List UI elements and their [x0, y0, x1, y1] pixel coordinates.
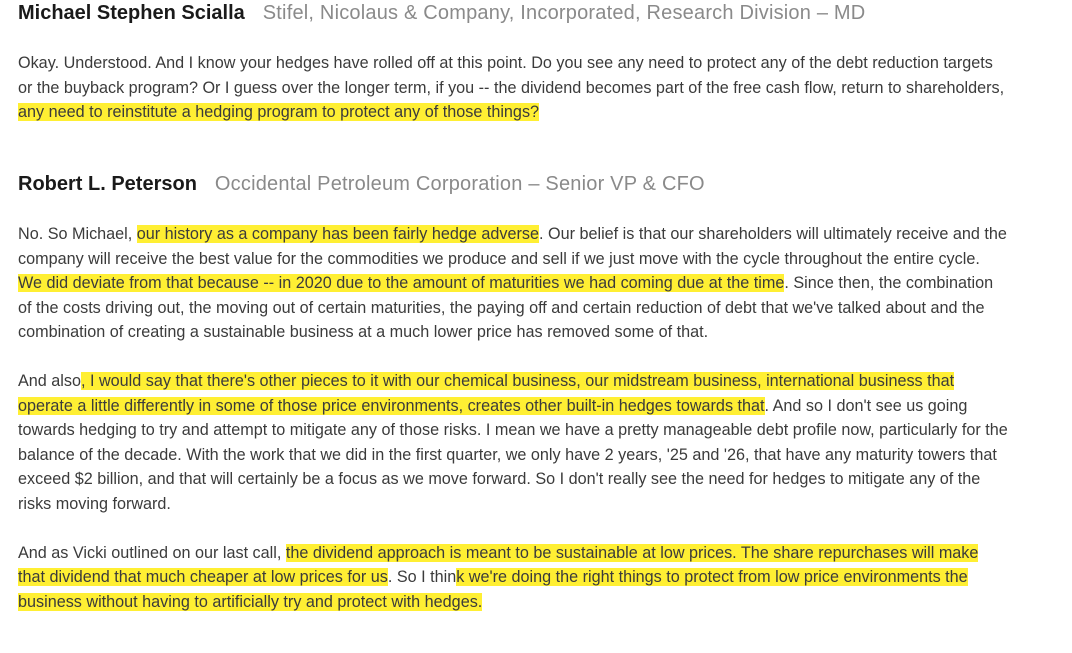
- text-segment: . Since then, the combination of the costs driving out, the moving out of certain maturities, the paying off and certain reduction of debt that we've talked about and the combination of creating a sustainable business at a much lower price has removed some of that.: [18, 274, 994, 341]
- highlighted-text: any need to reinstitute a hedging program to protect any of those things?: [18, 103, 540, 121]
- text-segment: No. So Michael,: [18, 225, 137, 243]
- text-segment: And as Vicki outlined on our last call,: [18, 543, 286, 562]
- paragraph: [18, 369, 1008, 516]
- speaker-block-peterson: [18, 173, 1008, 614]
- speaker-header: [18, 173, 1008, 203]
- paragraph: [18, 541, 1008, 615]
- text-segment: . So I thin: [387, 568, 457, 586]
- highlighted-text: the dividend approach is meant to be sustainable at low prices. The share repurchases will make that dividend that much cheaper at low prices for us: [18, 543, 979, 586]
- highlighted-text: , I would say that there's other pieces to it with our chemical business, our midstream business, international business that operate a little differently in some of those price environments, creates other built-in hedges towards that: [18, 372, 955, 415]
- text-segment: And also: [18, 372, 81, 390]
- highlighted-text: our history as a company has been fairly hedge adverse: [136, 225, 539, 243]
- highlighted-text: k we're doing the right things to protect from low price environments the business without having to artificially try and protect with hedges.: [18, 568, 968, 611]
- text-segment: . And so I don't see us going towards hedging to try and attempt to mitigate any of those risks. I mean we have a pretty manageable debt profile now, particularly for the balance of the decade. With the work that we did in the first quarter, we only have 2 years, '25 and '26, that have any maturity towers that exceed $2 billion, and that will certainly be a focus as we move forward. So I don't really see the need for hedges to mitigate any of the risks moving forward.: [18, 396, 1008, 513]
- speaker-name: Michael Stephen Scialla: [18, 2, 245, 24]
- speaker-title: Stifel, Nicolaus & Company, Incorporated, Research Division – MD: [262, 2, 866, 24]
- paragraph: [18, 51, 1008, 125]
- speaker-title: Occidental Petroleum Corporation – Senior VP & CFO: [214, 173, 705, 195]
- speaker-header: [18, 2, 1008, 32]
- text-segment: Okay. Understood. And I know your hedges have rolled off at this point. Do you see any need to protect any of the debt reduction targets or the buyback program? Or I guess over the longer term, if you -- the dividend becomes part of the free cash flow, return to shareholders,: [18, 54, 1005, 97]
- highlighted-text: We did deviate from that because -- in 2020 due to the amount of maturities we had coming due at the time: [18, 274, 785, 292]
- speaker-name: Robert L. Peterson: [18, 173, 197, 195]
- text-segment: . Our belief is that our shareholders will ultimately receive and the company will receive the best value for the commodities we produce and sell if we just move with the cycle throughout the entire cycle.: [18, 225, 1007, 268]
- paragraph: [18, 222, 1008, 345]
- speaker-block-scialla: [18, 2, 1008, 125]
